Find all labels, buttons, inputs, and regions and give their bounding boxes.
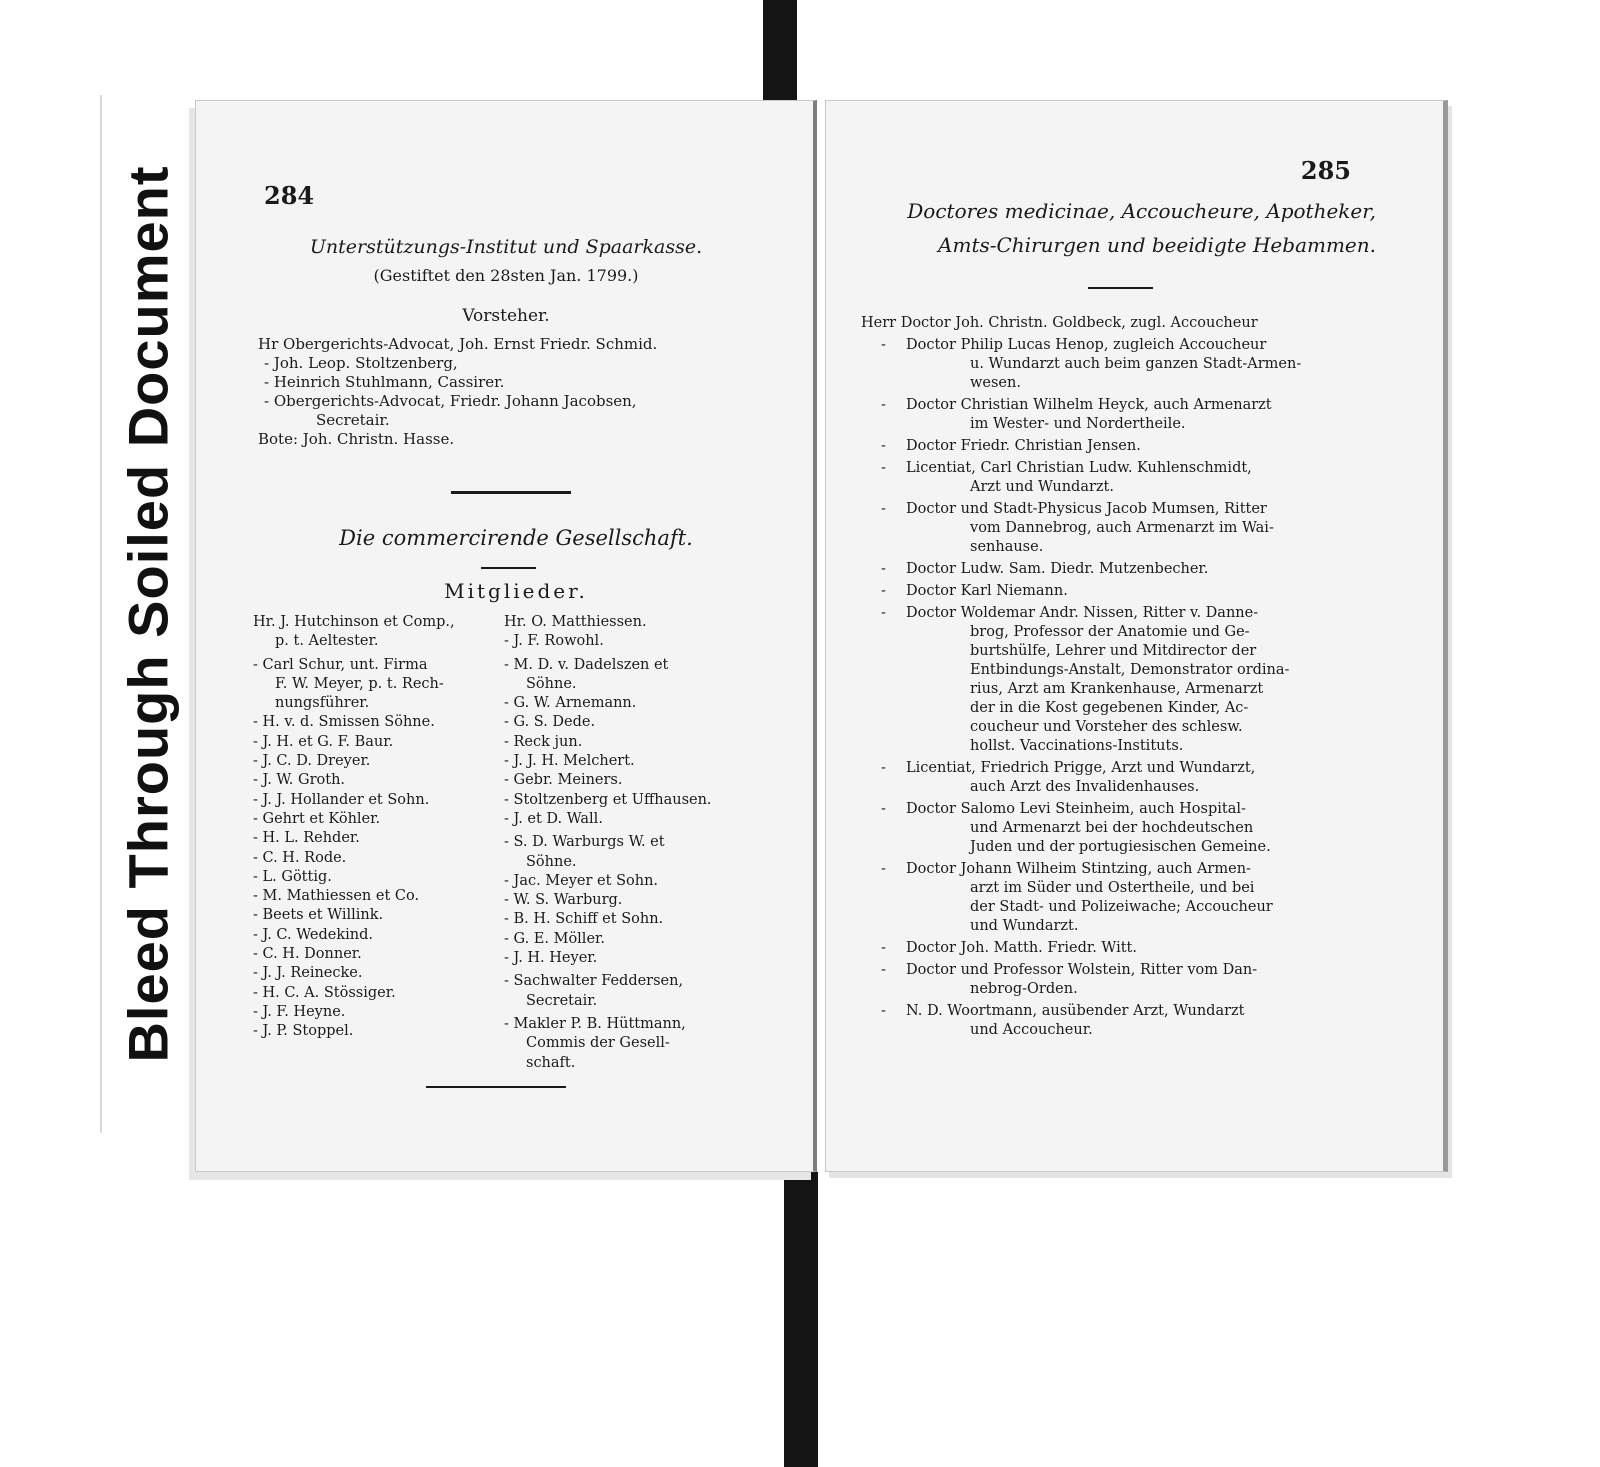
member-line: - G. S. Dede. [504, 714, 596, 731]
member-entry [253, 829, 503, 848]
mitglieder-heading: Mitglieder. [444, 579, 588, 603]
member-entry [253, 791, 503, 810]
doctor-line: Juden und der portugiesischen Gemeine. [970, 839, 1271, 855]
member-entry [504, 910, 754, 929]
entry-dash: - [881, 337, 886, 353]
member-entry [253, 945, 503, 964]
doctors-title-line-1: Doctores medicinae, Accoucheure, Apotheker, [907, 199, 1376, 223]
entry-dash: - [881, 438, 886, 454]
members-column-1 [253, 613, 503, 1042]
member-line: - J. C. D. Dreyer. [253, 753, 371, 770]
member-entry [504, 656, 754, 695]
member-line: - J. J. H. Melchert. [504, 753, 635, 770]
member-line: p. t. Aeltester. [275, 633, 379, 650]
member-line: Secretair. [526, 992, 598, 1009]
member-line: - H. C. A. Stössiger. [253, 984, 396, 1001]
society-title: Die commercirende Gesellschaft. [339, 526, 693, 550]
doctor-line: Doctor und Professor Wolstein, Ritter vom Dan- [906, 962, 1258, 978]
doctor-entry-text [906, 560, 1386, 579]
member-entry [253, 733, 503, 752]
member-line: - W. S. Warburg. [504, 892, 623, 909]
member-entry [253, 1003, 503, 1022]
spine-clip-top [763, 0, 797, 104]
member-entry [504, 733, 754, 752]
member-line: - J. et D. Wall. [504, 810, 603, 827]
member-entry [504, 833, 754, 872]
doctor-entry [861, 1002, 1386, 1040]
doctor-entry [861, 437, 1386, 456]
entry-dash: - [881, 940, 886, 956]
doctor-line: Doctor Karl Niemann. [906, 583, 1068, 599]
member-line: nungsführer. [275, 695, 370, 712]
doctor-line: Entbindungs-Anstalt, Demonstrator ordina- [970, 662, 1290, 678]
doctor-entry-text [906, 582, 1386, 601]
member-entry [504, 613, 754, 632]
doctor-line: Doctor Salomo Levi Steinheim, auch Hospital- [906, 801, 1246, 817]
doctor-line: auch Arzt des Invalidenhauses. [970, 779, 1200, 795]
person-line: Secretair. [316, 411, 390, 429]
doctor-line: Doctor Christian Wilhelm Heyck, auch Armenarzt [906, 397, 1272, 413]
entry-dash: - [881, 1003, 886, 1019]
condition-label-text: Bleed Through Soiled Document [116, 165, 180, 1063]
member-line: - C. H. Donner. [253, 946, 362, 963]
doctor-line: der Stadt- und Polizeiwache; Accoucheur [970, 899, 1273, 915]
doctor-line: und Armenarzt bei der hochdeutschen [970, 820, 1254, 836]
person-line: - Heinrich Stuhlmann, Cassirer. [264, 373, 505, 391]
section-divider [451, 491, 571, 494]
member-line: F. W. Meyer, p. t. Rech- [275, 675, 444, 692]
doctor-line: coucheur und Vorsteher des schlesw. [970, 719, 1243, 735]
doctor-entry-text [906, 396, 1386, 434]
entry-dash: - [881, 962, 886, 978]
page-number-left: 284 [264, 181, 315, 210]
doctor-entry [861, 314, 1386, 333]
member-entry [253, 849, 503, 868]
entry-dash: - [881, 460, 886, 476]
doctor-entry [861, 800, 1386, 857]
doctor-entry-text [906, 459, 1386, 497]
member-line: - J. C. Wedekind. [253, 926, 374, 943]
doctor-line: Licentiat, Friedrich Prigge, Arzt und Wundarzt, [906, 760, 1256, 776]
entry-dash: - [881, 861, 886, 877]
member-entry [253, 656, 503, 714]
left-page [195, 100, 817, 1172]
member-entry [253, 810, 503, 829]
doctor-entry [861, 396, 1386, 434]
doctor-line: brog, Professor der Anatomie und Ge- [970, 624, 1250, 640]
member-entry [504, 791, 754, 810]
doctor-line: im Wester- und Nordertheile. [970, 416, 1186, 432]
doctors-title-line-2: Amts-Chirurgen und beeidigte Hebammen. [938, 233, 1376, 257]
doctor-entry [861, 939, 1386, 958]
doctor-line: wesen. [970, 375, 1021, 391]
vorsteher-heading: Vorsteher. [462, 306, 550, 326]
doctor-line: und Wundarzt. [970, 918, 1079, 934]
section-divider [481, 567, 536, 569]
member-entry [504, 632, 754, 651]
member-line: - C. H. Rode. [253, 849, 347, 866]
doctor-entry [861, 961, 1386, 999]
member-entry [253, 964, 503, 983]
member-line: - Gebr. Meiners. [504, 772, 623, 789]
doctor-entry-text [906, 759, 1386, 797]
member-line: - J. P. Stoppel. [253, 1023, 354, 1040]
doctor-line: und Accoucheur. [970, 1022, 1093, 1038]
doctor-entry-text [906, 800, 1386, 857]
section-divider [426, 1086, 566, 1088]
member-entry [504, 972, 754, 1011]
doctor-entry-text [906, 1002, 1386, 1040]
member-line: - J. J. Reinecke. [253, 965, 363, 982]
member-entry [504, 694, 754, 713]
doctor-entry [861, 604, 1386, 756]
member-line: Commis der Gesell- [526, 1035, 670, 1052]
member-entry [253, 713, 503, 732]
member-entry [253, 887, 503, 906]
doctor-line: u. Wundarzt auch beim ganzen Stadt-Armen- [970, 356, 1302, 372]
doctor-line: Arzt und Wundarzt. [970, 479, 1114, 495]
member-line: Söhne. [526, 675, 577, 692]
members-column-2 [504, 613, 754, 1073]
entry-dash: - [881, 801, 886, 817]
doctors-list [861, 314, 1386, 1043]
doctor-line: arzt im Süder und Ostertheile, und bei [970, 880, 1255, 896]
doctor-line: Doctor Friedr. Christian Jensen. [906, 438, 1141, 454]
condition-label [100, 95, 194, 1133]
member-line: - B. H. Schiff et Sohn. [504, 911, 664, 928]
member-line: - Makler P. B. Hüttmann, [504, 1015, 686, 1032]
member-line: - Sachwalter Feddersen, [504, 973, 684, 990]
doctor-line: rius, Arzt am Krankenhause, Armenarzt [970, 681, 1264, 697]
doctor-line: der in die Kost gegebenen Kinder, Ac- [970, 700, 1249, 716]
member-entry [504, 752, 754, 771]
member-line: - Beets et Willink. [253, 907, 384, 924]
member-entry [504, 949, 754, 968]
member-entry [504, 713, 754, 732]
doctor-line: nebrog-Orden. [970, 981, 1078, 997]
doctor-line: N. D. Woortmann, ausübender Arzt, Wundarzt [906, 1003, 1245, 1019]
member-entry [253, 1022, 503, 1041]
right-page [825, 100, 1448, 1172]
member-line: Söhne. [526, 853, 577, 870]
member-line: - H. v. d. Smissen Söhne. [253, 714, 435, 731]
section-divider [1088, 287, 1153, 289]
member-line: schaft. [526, 1054, 576, 1071]
doctor-entry-text [906, 604, 1386, 756]
doctor-entry [861, 500, 1386, 557]
doctor-line: Doctor und Stadt-Physicus Jacob Mumsen, Ritter [906, 501, 1267, 517]
member-line: - J. J. Hollander et Sohn. [253, 791, 430, 808]
member-entry [253, 926, 503, 945]
institute-subtitle: (Gestiftet den 28sten Jan. 1799.) [373, 266, 639, 285]
member-line: - J. F. Heyne. [253, 1003, 346, 1020]
member-line: - J. H. Heyer. [504, 950, 598, 967]
person-line: Hr Obergerichts-Advocat, Joh. Ernst Friedr. Schmid. [258, 335, 658, 353]
member-entry [253, 613, 503, 652]
member-line: - L. Göttig. [253, 868, 332, 885]
doctor-entry-text [906, 500, 1386, 557]
member-entry [504, 872, 754, 891]
doctor-entry [861, 459, 1386, 497]
member-line: - Reck jun. [504, 733, 583, 750]
doctor-entry [861, 860, 1386, 936]
doctor-line: Herr Doctor Joh. Christn. Goldbeck, zugl. Accoucheur [861, 315, 1258, 331]
person-line: Bote: Joh. Christn. Hasse. [258, 430, 455, 448]
entry-dash: - [881, 760, 886, 776]
institute-title: Unterstützungs-Institut und Spaarkasse. [309, 236, 703, 258]
member-line: - J. W. Groth. [253, 772, 346, 789]
member-line: - Carl Schur, unt. Firma [253, 656, 428, 673]
entry-dash: - [881, 397, 886, 413]
person-line: - Joh. Leop. Stoltzenberg, [264, 354, 458, 372]
entry-dash: - [881, 583, 886, 599]
member-line: - J. F. Rowohl. [504, 633, 604, 650]
doctor-entry-text [906, 860, 1386, 936]
member-line: - Jac. Meyer et Sohn. [504, 872, 659, 889]
spine-clip-bottom [784, 1172, 818, 1467]
member-entry [504, 891, 754, 910]
member-line: - M. Mathiessen et Co. [253, 888, 420, 905]
member-line: - Stoltzenberg et Uffhausen. [504, 791, 712, 808]
member-line: Hr. J. Hutchinson et Comp., [253, 614, 455, 630]
member-line: - G. E. Möller. [504, 930, 605, 947]
doctor-line: burtshülfe, Lehrer und Mitdirector der [970, 643, 1257, 659]
doctor-line: Licentiat, Carl Christian Ludw. Kuhlenschmidt, [906, 460, 1252, 476]
doctor-entry [861, 759, 1386, 797]
member-line: - J. H. et G. F. Baur. [253, 733, 394, 750]
member-entry [253, 906, 503, 925]
doctor-entry-text [906, 939, 1386, 958]
doctor-line: hollst. Vaccinations-Instituts. [970, 738, 1184, 754]
doctor-entry [861, 336, 1386, 393]
doctor-line: senhause. [970, 539, 1044, 555]
member-entry [253, 868, 503, 887]
doctor-line: Doctor Johann Wilheim Stintzing, auch Armen- [906, 861, 1251, 877]
member-line: - G. W. Arnemann. [504, 695, 637, 712]
member-entry [253, 984, 503, 1003]
doctor-entry-text [906, 437, 1386, 456]
entry-dash: - [881, 605, 886, 621]
doctor-entry [861, 560, 1386, 579]
member-line: - H. L. Rehder. [253, 830, 360, 847]
doctor-line: Doctor Philip Lucas Henop, zugleich Accoucheur [906, 337, 1267, 353]
doctor-line: Doctor Ludw. Sam. Diedr. Mutzenbecher. [906, 561, 1209, 577]
doctor-entry [861, 582, 1386, 601]
doctor-line: Doctor Woldemar Andr. Nissen, Ritter v. Danne- [906, 605, 1259, 621]
person-line: - Obergerichts-Advocat, Friedr. Johann Jacobsen, [264, 392, 637, 410]
entry-dash: - [881, 561, 886, 577]
member-entry [504, 930, 754, 949]
member-line: Hr. O. Matthiessen. [504, 614, 647, 630]
doctor-line: Doctor Joh. Matth. Friedr. Witt. [906, 940, 1137, 956]
doctor-entry-text [906, 961, 1386, 999]
member-line: - Gehrt et Köhler. [253, 810, 381, 827]
doctor-entry-text [906, 336, 1386, 393]
member-entry [253, 771, 503, 790]
vorsteher-list [258, 335, 778, 449]
member-entry [504, 1015, 754, 1073]
member-line: - S. D. Warburgs W. et [504, 834, 665, 851]
entry-dash: - [881, 501, 886, 517]
member-entry [504, 810, 754, 829]
page-number-right: 285 [1300, 156, 1351, 185]
member-line: - M. D. v. Dadelszen et [504, 656, 669, 673]
member-entry [253, 752, 503, 771]
member-entry [504, 771, 754, 790]
doctor-line: vom Dannebrog, auch Armenarzt im Wai- [970, 520, 1274, 536]
